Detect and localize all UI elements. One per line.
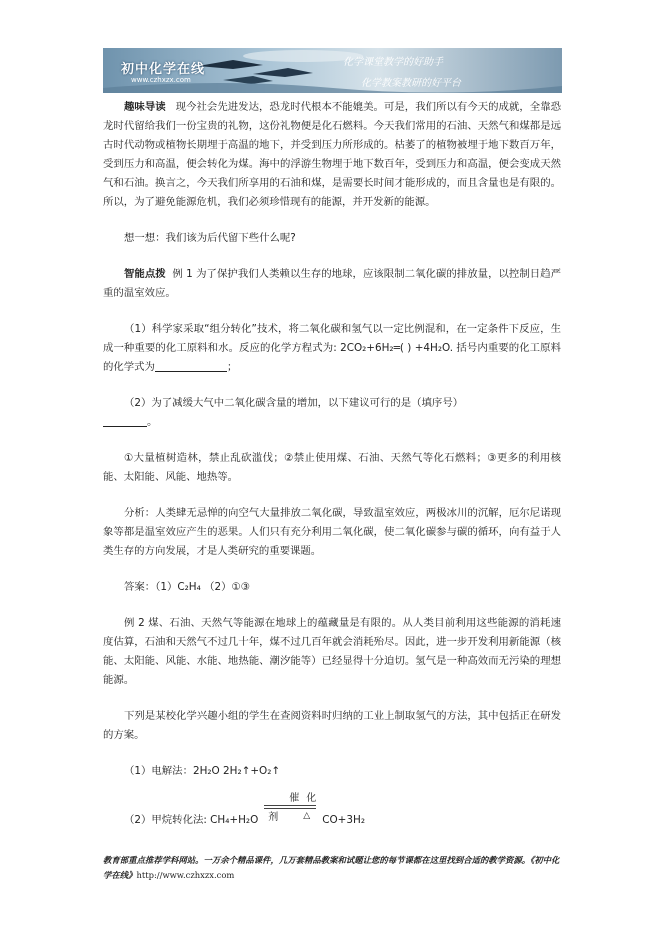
question-2-text: （2）为了减缓大气中二氧化碳含量的增加，以下建议可行的是（填序号） xyxy=(124,397,464,409)
footer-text: 教育部重点推荐学科网站。一万余个精品课件，几万套精品教案和试题让您的每节课都在这里找到合适的教学资源。《初中化学在线》 xyxy=(103,855,560,880)
footer-link[interactable]: http://www.czhxzx.com xyxy=(136,870,235,880)
tips-paragraph xyxy=(103,265,561,303)
question-1: （1）科学家采取“组分转化”技术，将二氧化碳和氢气以一定比例混和，在一定条件下反应，生成一种重要的化工原料和水。反应的化学方程式为: 2CO₂+6H₂═( ) +4H₂O. 括号内重要的化工原料的化学式为 ； xyxy=(103,323,561,373)
answer-line: 答案：（1）C₂H₄ （2）①③ xyxy=(124,581,251,593)
example2-paragraph: 例 2 煤、石油、天然气等能源在地球上的蕴藏量是有限的。从人类目前利用这些能源的消耗速度估算，石油和天然气不过几十年，煤不过几百年就会消耗殆尽。因此，进一步开发利用新能源（核能、太阳能、风能、水能、地热能、潮汐能等）已经显得十分迫切。氢气是一种高效而无污染的理想能源。 xyxy=(103,617,561,686)
catalyst-label: 催化剂 xyxy=(268,793,317,823)
analysis-paragraph: 分析：人类肆无忌惮的向空气大量排放二氧化碳，导致温室效应，两极冰川的沉解，厄尔尼诺现象等都是温室效应产生的恶果。人们只有充分利用二氧化碳，使二氧化碳参与碳的循环，向有益于人类生存的方向发展，才是人类研究的重要课题。 xyxy=(103,507,561,557)
header-banner xyxy=(103,48,562,93)
answer-blank-2[interactable] xyxy=(103,414,147,427)
method-1: （1）电解法：2H₂O 2H₂↑+O₂↑ xyxy=(124,765,281,777)
heat-symbol: △ xyxy=(303,811,311,821)
method-2-label: （2）甲烷转化法: CH₄+H₂O xyxy=(124,814,259,826)
options-paragraph: ①大量植树造林，禁止乱砍滥伐；②禁止使用煤、石油、天然气等化石燃料；③更多的利用核能、太阳能、风能、地热等。 xyxy=(103,452,561,483)
dolphin-icon xyxy=(253,68,313,77)
question-1-text: （1）科学家采取“组分转化”技术，将二氧化碳和氢气以一定比例混和，在一定条件下反应，生成一种重要的化工原料和水。反应的化学方程式为: 2CO₂+6H₂═( ) +4H₂O. 括号内重要的化工原料的化学式为 xyxy=(103,323,561,373)
slogan-primary: 化学课堂教学的好助手 xyxy=(343,57,443,68)
example1-text: 例 1 为了保护我们人类赖以生存的地球，应该限制二氧化碳的排放量，以控制日趋严重的温室效应。 xyxy=(103,268,562,299)
document-body xyxy=(103,98,561,830)
intro-text: 现今社会先进发达，恐龙时代根本不能媲美。可是，我们所以有今天的成就，全靠恐龙时代留给我们一份宝贵的礼物，这份礼物便是化石燃料。今天我们常用的石油、天然气和煤都是远古时代动物或植物长期埋于高温的地下，并受到压力所形成的。枯萎了的植物被埋于地下数百万年，受到压力和高温，便会转化为煤。海中的浮游生物埋于地下数百年，受到压力和高温，便会变成天然气和石油。换言之，今天我们所享用的石油和煤，是需要长时间才能形成的，而且含量也是有限的。所以，为了避免能源危机，我们必须珍惜现有的能源，并开发新的能源。 xyxy=(103,101,561,208)
dolphin-icon xyxy=(198,60,263,69)
method-2 xyxy=(103,793,561,830)
page-footer xyxy=(103,853,561,883)
survey-paragraph: 下列是某校化学兴趣小组的学生在查阅资料时归纳的工业上制取氢气的方法，其中包括正在研发的方案。 xyxy=(103,710,561,741)
intro-paragraph xyxy=(103,98,561,212)
tips-title: 智能点拨 xyxy=(124,268,166,280)
slogan-secondary: 化学教案教研的好平台 xyxy=(361,78,461,89)
site-name: 初中化学在线 xyxy=(121,62,206,77)
intro-title: 趣味导读 xyxy=(124,101,166,113)
method-2-product: CO+3H₂ xyxy=(322,814,365,826)
think-line: 想一想：我们该为后代留下些什么呢? xyxy=(124,232,296,244)
answer-blank-1[interactable] xyxy=(155,359,227,372)
question-2: （2）为了减缓大气中二氧化碳含量的增加，以下建议可行的是（填序号） 。 xyxy=(103,394,561,432)
reaction-condition xyxy=(264,793,317,830)
dolphin-icon xyxy=(223,76,273,84)
site-url: www.czhxzx.com xyxy=(131,76,191,84)
